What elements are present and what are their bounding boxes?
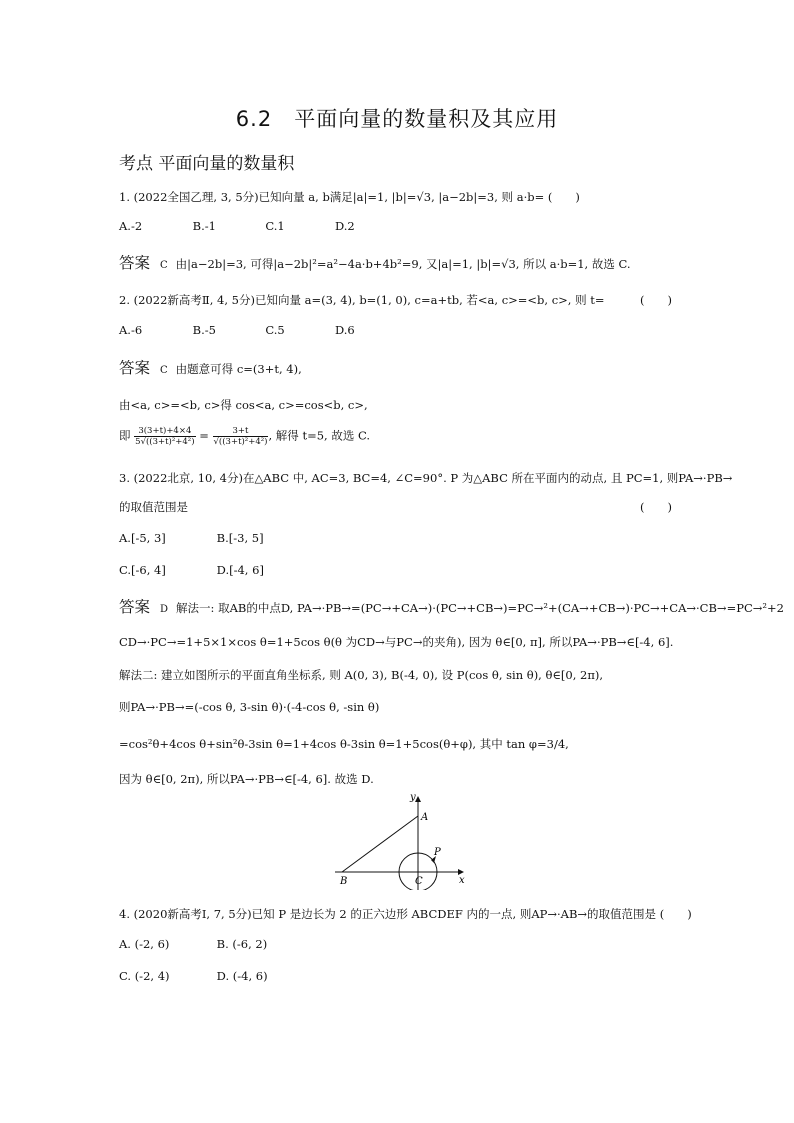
option: B.[-3, 5] <box>216 531 264 545</box>
option: C. (-2, 4) <box>119 969 170 983</box>
option: B. (-6, 2) <box>216 937 268 951</box>
question-3-stem-line-1: 3. (2022北京, 10, 4分)在△ABC 中, AC=3, BC=4, ∠C=90°. P 为△ABC 所在平面内的动点, 且 PC=1, 则PA→·PB→ <box>119 471 733 485</box>
option: C.[-6, 4] <box>119 563 166 577</box>
answer-2-line-2: 由<a, c>=<b, c>得 cos<a, c>=cos<b, c>, <box>119 398 368 412</box>
question-3-options-row-1 <box>119 531 264 545</box>
y-axis-arrow-icon <box>415 796 421 802</box>
option: B.-5 <box>192 323 216 337</box>
answer-letter: D <box>160 604 169 615</box>
fraction: $\frac{3(3+t)+4\times 4}{\text{5√((3+t)²+4²)}}$ <box>135 426 195 447</box>
answer-3-line-2: CD→·PC→=1+5×1×cos θ=1+5cos θ(θ 为CD→与PC→的夹角), 因为 θ∈[0, π], 所以PA→·PB→∈[-4, 6]. <box>119 635 674 649</box>
label-y: y <box>410 792 416 803</box>
answer-label: 答案 <box>119 359 151 377</box>
option: B.-1 <box>192 219 216 233</box>
answer-3-line-6: 因为 θ∈[0, 2π), 所以PA→·PB→∈[-4, 6]. 故选 D. <box>119 772 374 786</box>
answer-1 <box>119 255 631 274</box>
question-3-options-row-2 <box>119 563 264 577</box>
fraction: $\frac{3+t}{\text{√((3+t)²+4²)}}$ <box>213 426 268 447</box>
option: D.6 <box>334 323 355 337</box>
answer-letter: C <box>160 365 168 376</box>
label-c: C <box>415 876 423 887</box>
question-1-options <box>119 219 355 233</box>
answer-2-line-1 <box>119 360 302 379</box>
option: C.5 <box>265 323 285 337</box>
option: D. (-4, 6) <box>216 969 268 983</box>
option: C.1 <box>265 219 285 233</box>
answer-paren: ( ) <box>640 293 672 307</box>
answer-text: 由|a−2b|=3, 可得|a−2b|²=a²−4a·b+4b²=9, 又|a|=1, |b|=√3, 所以 a·b=1, 故选 C. <box>175 257 631 271</box>
question-2-options <box>119 323 355 337</box>
coordinate-figure <box>330 790 470 890</box>
option: A.-6 <box>119 323 143 337</box>
question-2-stem: 2. (2022新高考Ⅱ, 4, 5分)已知向量 a=(3, 4), b=(1, 0), c=a+tb, 若<a, c>=<b, c>, 则 t= <box>119 293 605 307</box>
answer-paren: ( ) <box>640 500 672 514</box>
segment-ab <box>342 816 418 872</box>
answer-label: 答案 <box>119 598 151 616</box>
label-p: P <box>434 847 441 858</box>
question-3-stem-line-2: 的取值范围是 <box>119 500 188 514</box>
option: A.-2 <box>119 219 143 233</box>
answer-text: 由题意可得 c=(3+t, 4), <box>175 362 302 376</box>
answer-2-line-3: 即 $\frac{3(3+t)+4\times 4}{\text{5√((3+t)²+4²)}}$ = $\frac{3+t}{\text{√((3+t)²+4²)}}$ , 解得 t=5, 故选 C. <box>119 426 371 447</box>
section-heading: 考点 平面向量的数量积 <box>119 154 295 174</box>
label-b: B <box>340 876 348 887</box>
answer-3-line-5: =cos²θ+4cos θ+sin²θ-3sin θ=1+4cos θ-3sin θ=1+5cos(θ+φ), 其中 tan φ=3/4, <box>119 737 569 751</box>
page-title: 6.2 平面向量的数量积及其应用 <box>235 107 559 131</box>
option: D.[-4, 6] <box>216 563 264 577</box>
answer-3-line-1 <box>119 599 784 618</box>
answer-3-line-3: 解法二: 建立如图所示的平面直角坐标系, 则 A(0, 3), B(-4, 0), 设 P(cos θ, sin θ), θ∈[0, 2π), <box>119 668 604 682</box>
answer-label: 答案 <box>119 254 151 272</box>
option: A.[-5, 3] <box>119 531 166 545</box>
option: D.2 <box>334 219 355 233</box>
answer-text: 解法一: 取AB的中点D, PA→·PB→=(PC→+CA→)·(PC→+CB→)=PC→²+(CA→+CB→)·PC→+CA→·CB→=PC→²+2 <box>176 601 784 615</box>
question-4-options-row-1 <box>119 937 267 951</box>
label-a: A <box>421 812 429 823</box>
question-1-stem: 1. (2022全国乙理, 3, 5分)已知向量 a, b满足|a|=1, |b|=√3, |a−2b|=3, 则 a·b= ( ) <box>119 190 580 204</box>
answer-letter: C <box>160 260 168 271</box>
question-4-stem: 4. (2020新高考Ⅰ, 7, 5分)已知 P 是边长为 2 的正六边形 ABCDEF 内的一点, 则AP→·AB→的取值范围是 ( ) <box>119 907 692 921</box>
question-4-options-row-2 <box>119 969 268 983</box>
option: A. (-2, 6) <box>119 937 170 951</box>
answer-3-line-4: 则PA→·PB→=(-cos θ, 3-sin θ)·(-4-cos θ, -sin θ) <box>119 700 380 714</box>
label-x: x <box>459 875 465 886</box>
